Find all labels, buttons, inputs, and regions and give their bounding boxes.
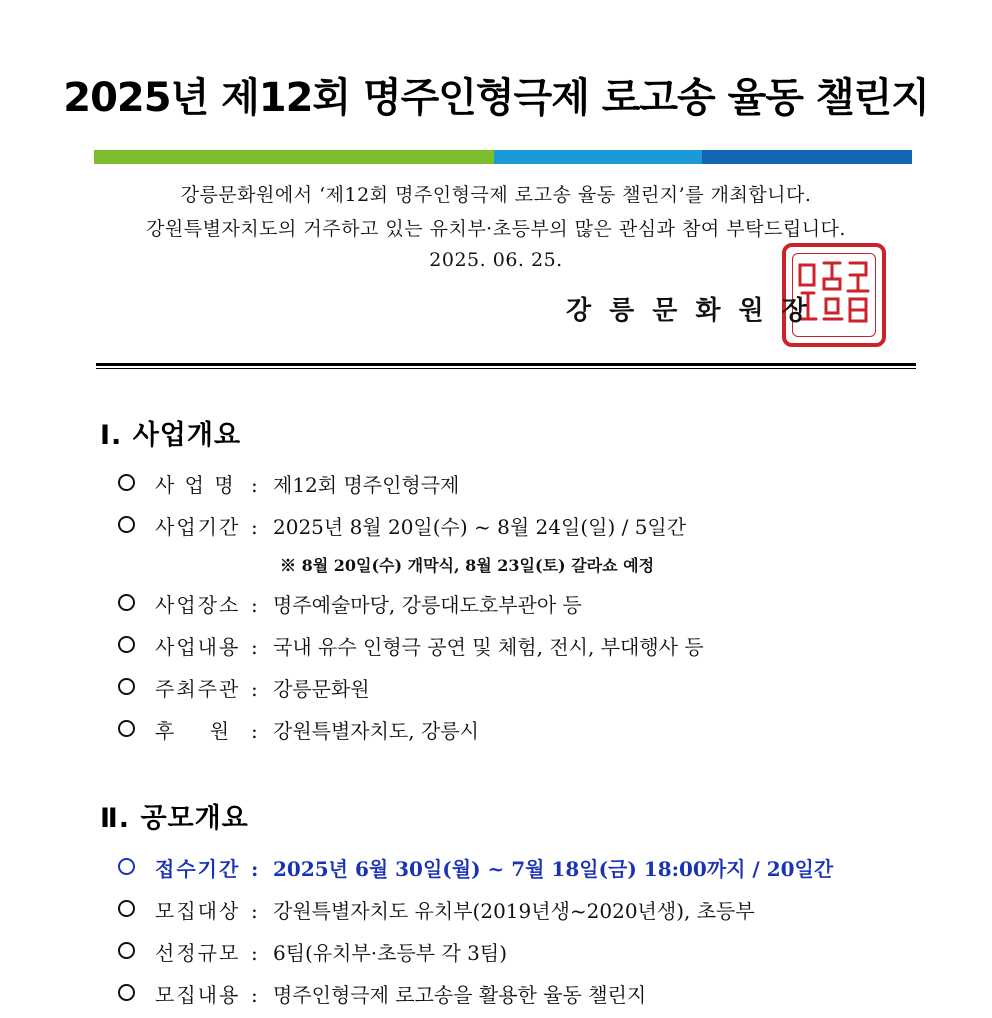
item-value: 2025년 8월 20일(수) ~ 8월 24일(일) / 5일간	[273, 515, 687, 539]
circle-bullet-icon	[118, 900, 135, 917]
document-title: 2025년 제12회 명주인형극제 로고송 율동 챌린지	[63, 75, 929, 121]
item-value: 국내 유수 인형극 공연 및 체험, 전시, 부대행사 등	[273, 635, 704, 659]
item-label: 사업장소	[155, 593, 241, 617]
item-separator: :	[251, 473, 258, 497]
item-separator: :	[251, 635, 258, 659]
list-item	[118, 469, 459, 498]
item-value: 2025년 6월 30일(월) ~ 7월 18일(금) 18:00까지 / 20일간	[273, 857, 834, 881]
item-label: 주최주관	[155, 677, 241, 701]
item-separator: :	[251, 719, 258, 743]
circle-bullet-icon	[118, 678, 135, 695]
item-value: 강원특별자치도, 강릉시	[273, 719, 479, 743]
circle-bullet-icon	[118, 720, 135, 737]
color-bar	[94, 150, 912, 164]
item-value: 강릉문화원	[273, 677, 370, 701]
list-item-highlight	[118, 853, 833, 882]
item-label: 선정규모	[155, 941, 241, 965]
item-separator: :	[251, 899, 258, 923]
list-item	[118, 979, 646, 1008]
item-separator: :	[251, 941, 258, 965]
item-separator: :	[251, 515, 258, 539]
circle-bullet-icon	[118, 594, 135, 611]
item-separator: :	[251, 857, 259, 881]
divider-thick	[96, 363, 916, 366]
item-label: 사업기간	[155, 515, 241, 539]
circle-bullet-icon	[118, 858, 135, 875]
color-bar-green	[94, 150, 494, 164]
item-separator: :	[251, 593, 258, 617]
list-item	[118, 589, 582, 618]
circle-bullet-icon	[118, 942, 135, 959]
event-note: ※ 8월 20일(수) 개막식, 8월 23일(토) 갈라쇼 예정	[280, 556, 655, 575]
item-label: 모집내용	[155, 983, 241, 1007]
signer-name: 강릉문화원장	[566, 296, 825, 326]
circle-bullet-icon	[118, 984, 135, 1001]
list-item	[118, 937, 507, 966]
color-bar-dark-blue	[702, 150, 912, 164]
item-value: 강원특별자치도 유치부(2019년생~2020년생), 초등부	[273, 899, 755, 923]
section-heading-contest: Ⅱ. 공모개요	[100, 803, 249, 834]
list-item	[118, 511, 686, 540]
intro-line-2: 강원특별자치도의 거주하고 있는 유치부·초등부의 많은 관심과 참여 부탁드립니다.	[146, 218, 846, 240]
item-label: 후 원	[155, 719, 232, 743]
list-item	[118, 895, 755, 924]
list-item	[118, 631, 704, 660]
divider-thin	[96, 368, 916, 369]
item-separator: :	[251, 983, 258, 1007]
item-value: 제12회 명주인형극제	[273, 473, 460, 497]
item-value: 6팀(유치부·초등부 각 3팀)	[273, 941, 508, 965]
intro-line-1: 강릉문화원에서 ‘제12회 명주인형극제 로고송 율동 챌린지’를 개최합니다.	[180, 184, 812, 206]
item-label: 접수기간	[155, 857, 241, 881]
item-label: 사업내용	[155, 635, 241, 659]
section-heading-overview: Ⅰ. 사업개요	[100, 420, 242, 451]
circle-bullet-icon	[118, 474, 135, 491]
item-value: 명주인형극제 로고송을 활용한 율동 챌린지	[273, 983, 647, 1007]
color-bar-light-blue	[494, 150, 702, 164]
item-separator: :	[251, 677, 258, 701]
list-item	[118, 673, 370, 702]
intro-date: 2025. 06. 25.	[429, 249, 563, 271]
circle-bullet-icon	[118, 516, 135, 533]
circle-bullet-icon	[118, 636, 135, 653]
list-item	[118, 715, 479, 744]
item-value: 명주예술마당, 강릉대도호부관아 등	[273, 593, 582, 617]
item-label: 모집대상	[155, 899, 241, 923]
item-label: 사 업 명	[155, 473, 236, 497]
